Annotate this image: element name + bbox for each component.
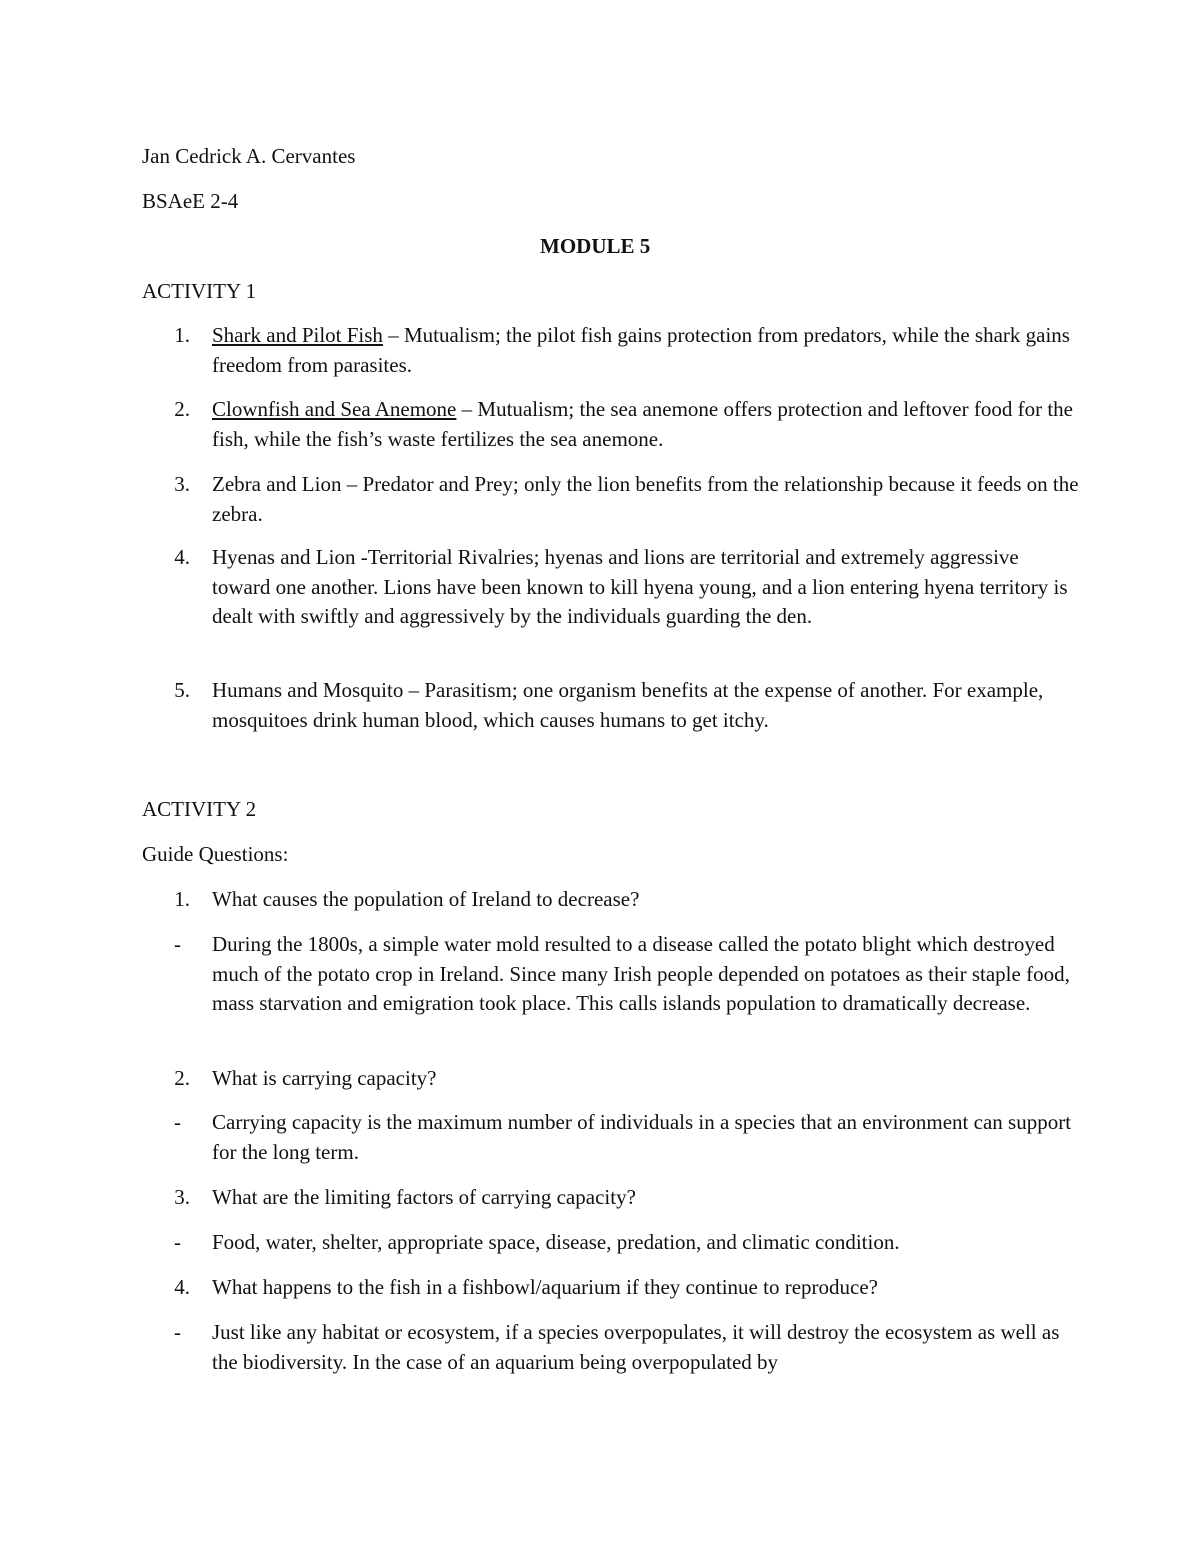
organism-pair: Clownfish and Sea Anemone [212,397,457,421]
answer-dash: - [174,1230,181,1254]
organism-pair: Shark and Pilot Fish [212,323,383,347]
question-text: What is carrying capacity? [212,1066,437,1090]
list-number: 4. [174,545,190,569]
student-name: Jan Cedrick A. Cervantes [142,144,356,168]
answer-text: Carrying capacity is the maximum number of individuals in a species that an environment can support for the long term. [212,1110,1072,1164]
question-text: What are the limiting factors of carrying capacity? [212,1185,636,1209]
question-number: 4. [174,1275,190,1299]
question-number: 2. [174,1066,190,1090]
list-item: Humans and Mosquito – Parasitism; one organism benefits at the expense of another. For example, mosquitoes drink human blood, which causes humans to get itchy. [212,678,1044,732]
answer-text: During the 1800s, a simple water mold resulted to a disease called the potato blight which destroyed much of the potato crop in Ireland. Since many Irish people depended on potatoes as their staple food, mass starvation and emigration took place. This calls islands population to dramatically decrease. [212,932,1070,1015]
list-item [212,321,1082,380]
answer-text: Food, water, shelter, appropriate space, disease, predation, and climatic condition. [212,1230,900,1254]
question-number: 3. [174,1185,190,1209]
relationship-text: – Mutualism; the sea anemone offers protection and leftover food for the fish, while the fish’s waste fertilizes the sea anemone. [212,397,1073,451]
list-number: 5. [174,678,190,702]
question-text: What happens to the fish in a fishbowl/aquarium if they continue to reproduce? [212,1275,878,1299]
answer-dash: - [174,1320,181,1344]
list-item: Hyenas and Lion -Territorial Rivalries; hyenas and lions are territorial and extremely aggressive toward one another. Lions have been known to kill hyena young, and a lion entering hyena territory is dealt with swiftly and aggressively by the individuals guarding the den. [212,545,1068,628]
list-item [212,395,1082,454]
list-number: 2. [174,397,190,421]
list-number: 1. [174,323,190,347]
guide-questions-heading: Guide Questions: [142,842,289,866]
answer-dash: - [174,1110,181,1134]
relationship-text: – Mutualism; the pilot fish gains protection from predators, while the shark gains freedom from parasites. [212,323,1070,377]
question-text: What causes the population of Ireland to decrease? [212,887,640,911]
question-number: 1. [174,887,190,911]
list-item: Zebra and Lion – Predator and Prey; only the lion benefits from the relationship because it feeds on the zebra. [212,472,1079,526]
answer-text: Just like any habitat or ecosystem, if a species overpopulates, it will destroy the ecosystem as well as the biodiversity. In the case of an aquarium being overpopulated by [212,1320,1060,1374]
module-title: MODULE 5 [540,234,651,258]
activity2-heading: ACTIVITY 2 [142,797,257,821]
activity1-heading: ACTIVITY 1 [142,279,257,303]
student-section: BSAeE 2-4 [142,189,239,213]
answer-dash: - [174,932,181,956]
list-number: 3. [174,472,190,496]
